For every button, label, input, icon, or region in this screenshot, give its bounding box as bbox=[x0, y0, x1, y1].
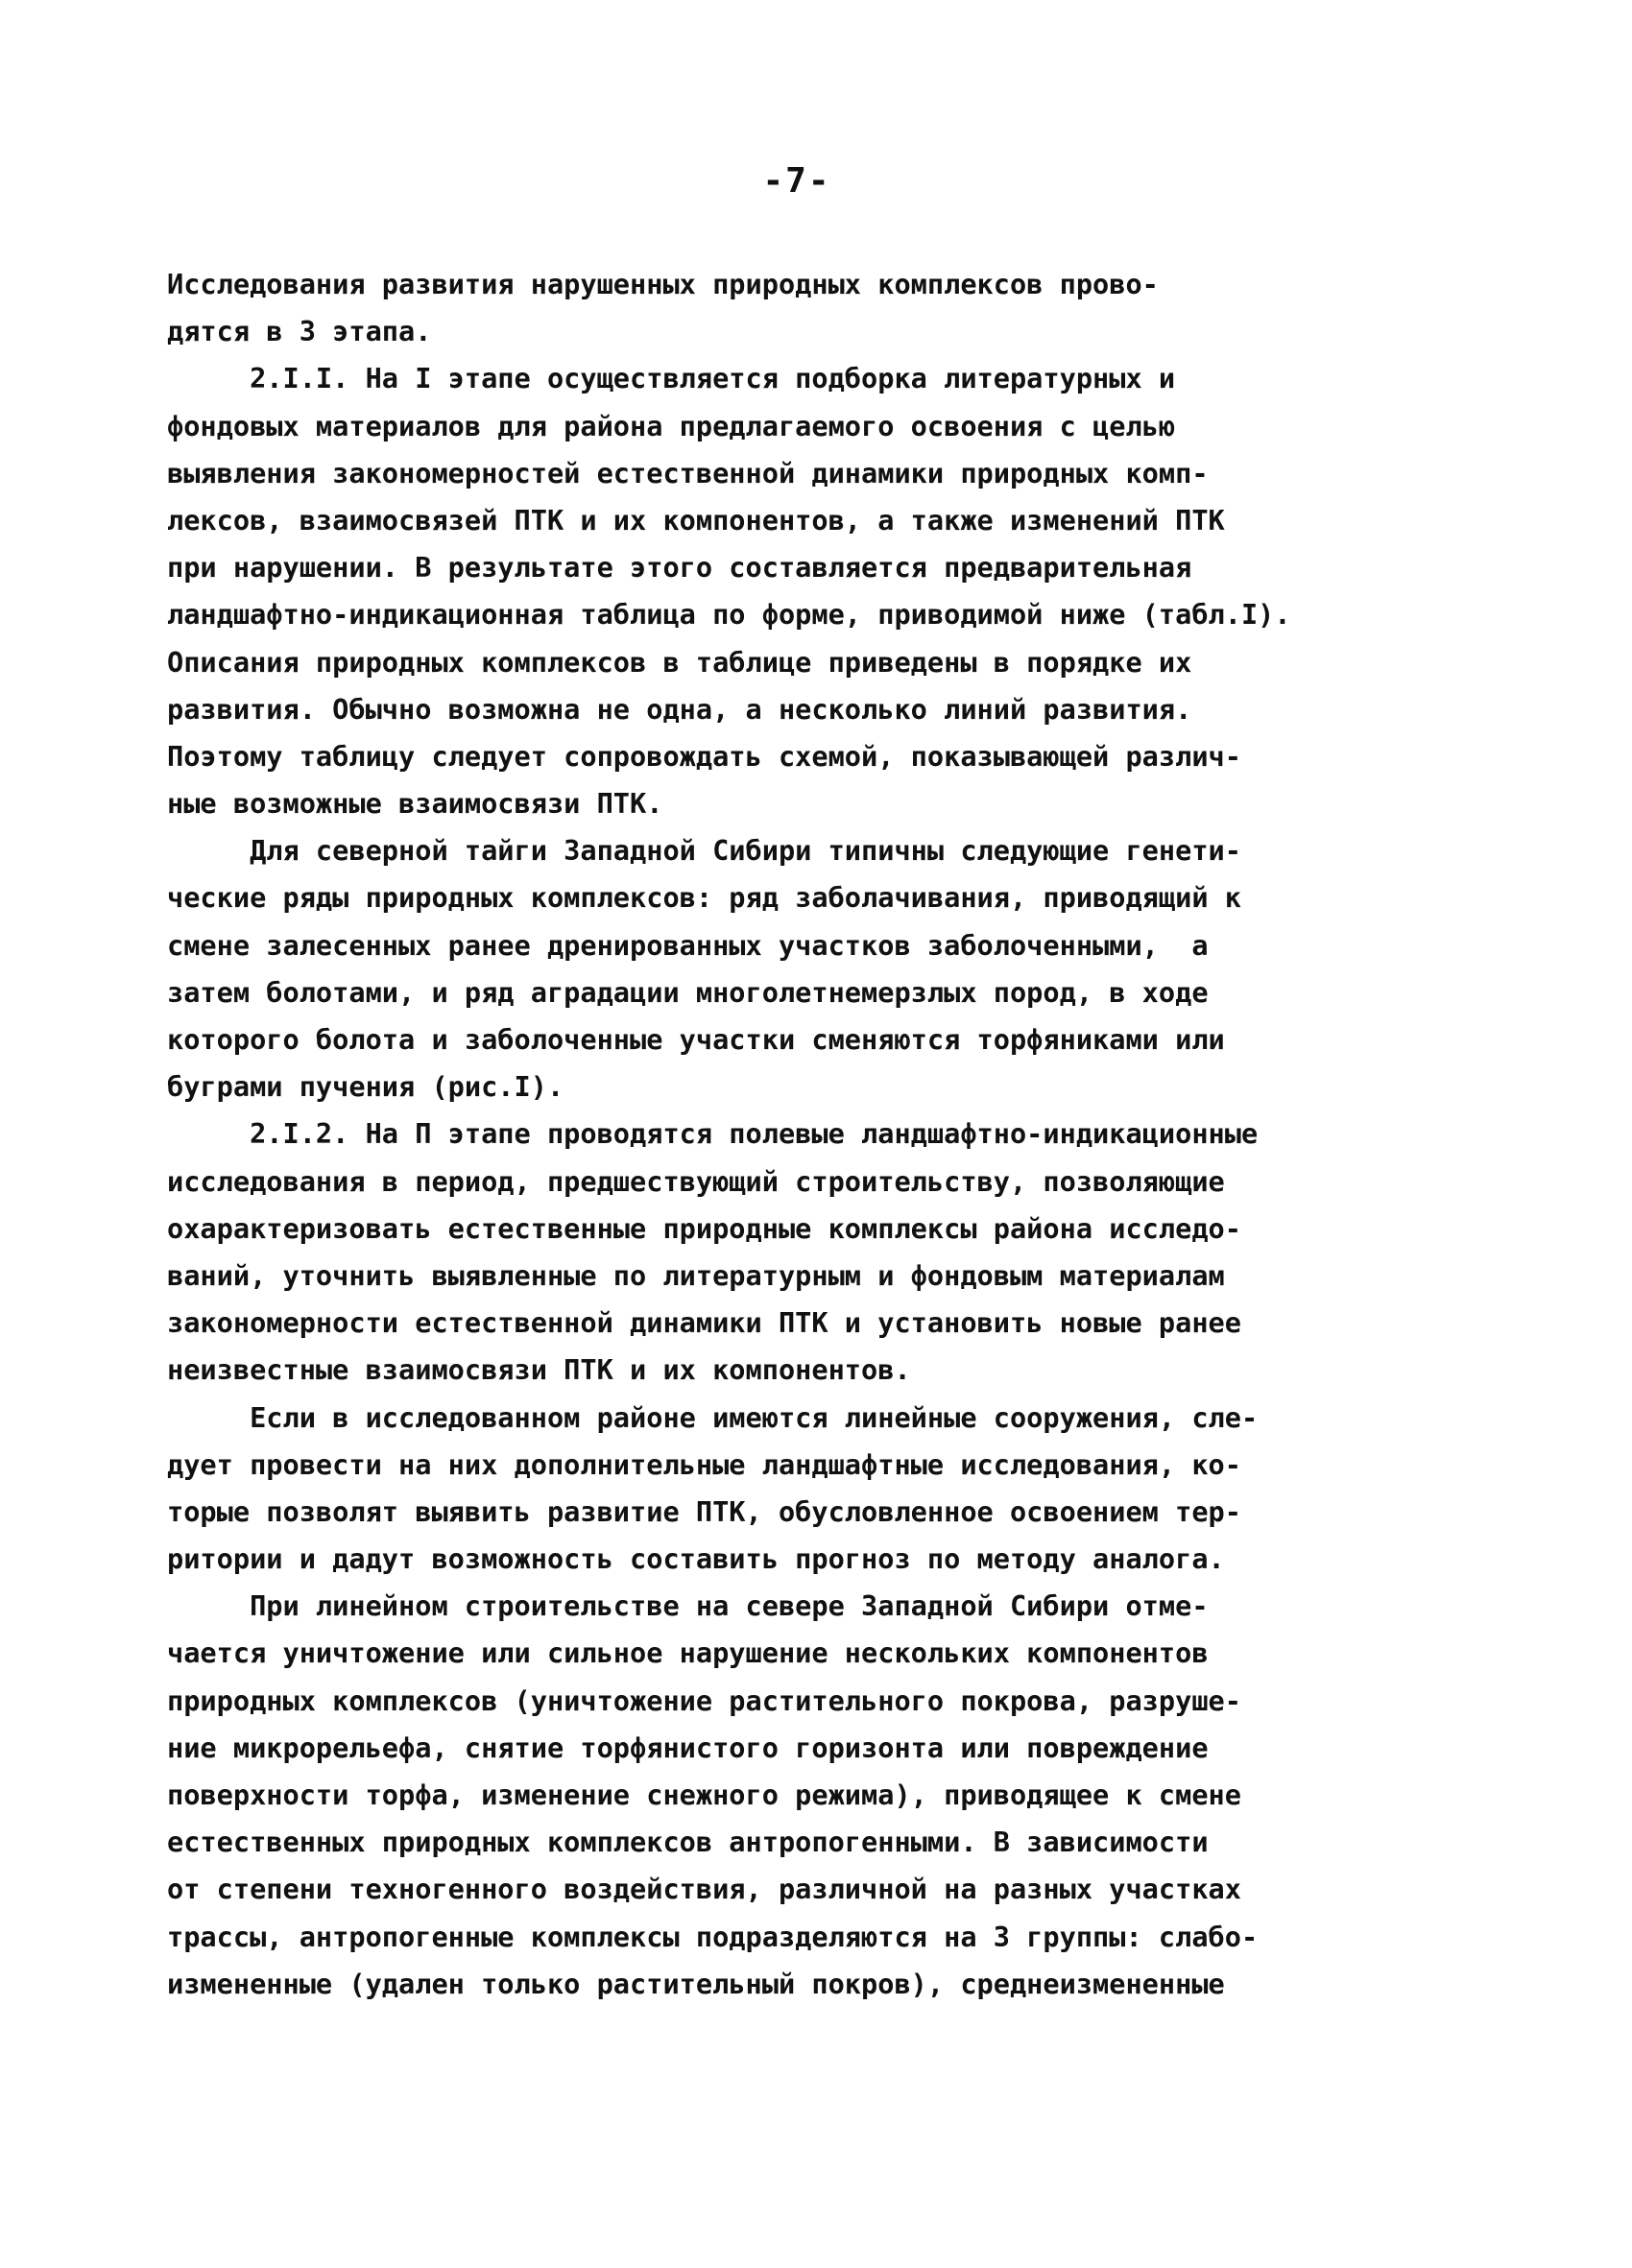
text-line: При линейном строительстве на севере Западной Сибири отме- bbox=[167, 1589, 1209, 1623]
text-line: выявления закономерностей естественной динамики природных комп- bbox=[167, 456, 1209, 489]
text-line: затем болотами, и ряд аградации многолетнемерзлых пород, в ходе bbox=[167, 975, 1209, 1009]
text-line: Поэтому таблицу следует сопровождать схемой, показывающей различ- bbox=[167, 739, 1241, 773]
text-line: буграми пучения (рис.I). bbox=[167, 1070, 564, 1104]
text-line: 2.I.I. На I этапе осуществляется подборка литературных и bbox=[167, 362, 1176, 395]
text-line: Описания природных комплексов в таблице приведены в порядке их bbox=[167, 645, 1192, 679]
text-line: лексов, взаимосвязей ПТК и их компонентов, а также изменений ПТК bbox=[167, 503, 1225, 537]
text-line: ваний, уточнить выявленные по литературным и фондовым материалам bbox=[167, 1258, 1225, 1292]
text-line: которого болота и заболоченные участки сменяются торфяниками или bbox=[167, 1023, 1225, 1056]
text-line: ритории и дадут возможность составить прогноз по методу аналога. bbox=[167, 1542, 1225, 1576]
text-line: измененные (удален только растительный покров), среднеизмененные bbox=[167, 1967, 1225, 2000]
text-line: дятся в 3 этапа. bbox=[167, 315, 432, 348]
text-line: 2.I.2. На П этапе проводятся полевые ландшафтно-индикационные bbox=[167, 1117, 1259, 1151]
text-line: ные возможные взаимосвязи ПТК. bbox=[167, 787, 663, 821]
body-text bbox=[167, 261, 1453, 2008]
text-line: неизвестные взаимосвязи ПТК и их компонентов. bbox=[167, 1353, 911, 1387]
text-line: торые позволят выявить развитие ПТК, обусловленное освоением тер- bbox=[167, 1494, 1241, 1528]
text-line: развития. Обычно возможна не одна, а несколько линий развития. bbox=[167, 692, 1192, 726]
text-line: дует провести на них дополнительные ландшафтные исследования, ко- bbox=[167, 1447, 1241, 1481]
text-line: охарактеризовать естественные природные комплексы района исследо- bbox=[167, 1211, 1241, 1245]
text-line: Если в исследованном районе имеются линейные сооружения, сле- bbox=[167, 1400, 1259, 1434]
text-line: закономерности естественной динамики ПТК и установить новые ранее bbox=[167, 1306, 1241, 1340]
text-line: ландшафтно-индикационная таблица по форме, приводимой ниже (табл.I). bbox=[167, 598, 1291, 632]
text-line: Исследования развития нарушенных природных комплексов прово- bbox=[167, 268, 1159, 300]
text-line: фондовых материалов для района предлагаемого освоения с целью bbox=[167, 409, 1176, 442]
text-line: ческие ряды природных комплексов: ряд заболачивания, приводящий к bbox=[167, 881, 1241, 915]
text-line: чается уничтожение или сильное нарушение нескольких компонентов bbox=[167, 1636, 1209, 1670]
text-line: от степени техногенного воздействия, различной на разных участках bbox=[167, 1873, 1241, 1906]
text-line: поверхности торфа, изменение снежного режима), приводящее к смене bbox=[167, 1779, 1241, 1811]
page-number: -7- bbox=[762, 161, 831, 201]
text-line: при нарушении. В результате этого составляется предварительная bbox=[167, 551, 1192, 585]
text-line: природных комплексов (уничтожение растительного покрова, разруше- bbox=[167, 1683, 1241, 1717]
text-line: трассы, антропогенные комплексы подразделяются на 3 группы: слабо- bbox=[167, 1920, 1259, 1953]
text-line: исследования в период, предшествующий строительству, позволяющие bbox=[167, 1164, 1225, 1198]
text-line: Для северной тайги Западной Сибири типичны следующие генети- bbox=[167, 834, 1241, 868]
text-line: естественных природных комплексов антропогенными. В зависимости bbox=[167, 1826, 1209, 1859]
text-line: смене залесенных ранее дренированных участков заболоченными, а bbox=[167, 928, 1209, 962]
text-line: ние микрорельефа, снятие торфянистого горизонта или повреждение bbox=[167, 1731, 1209, 1764]
